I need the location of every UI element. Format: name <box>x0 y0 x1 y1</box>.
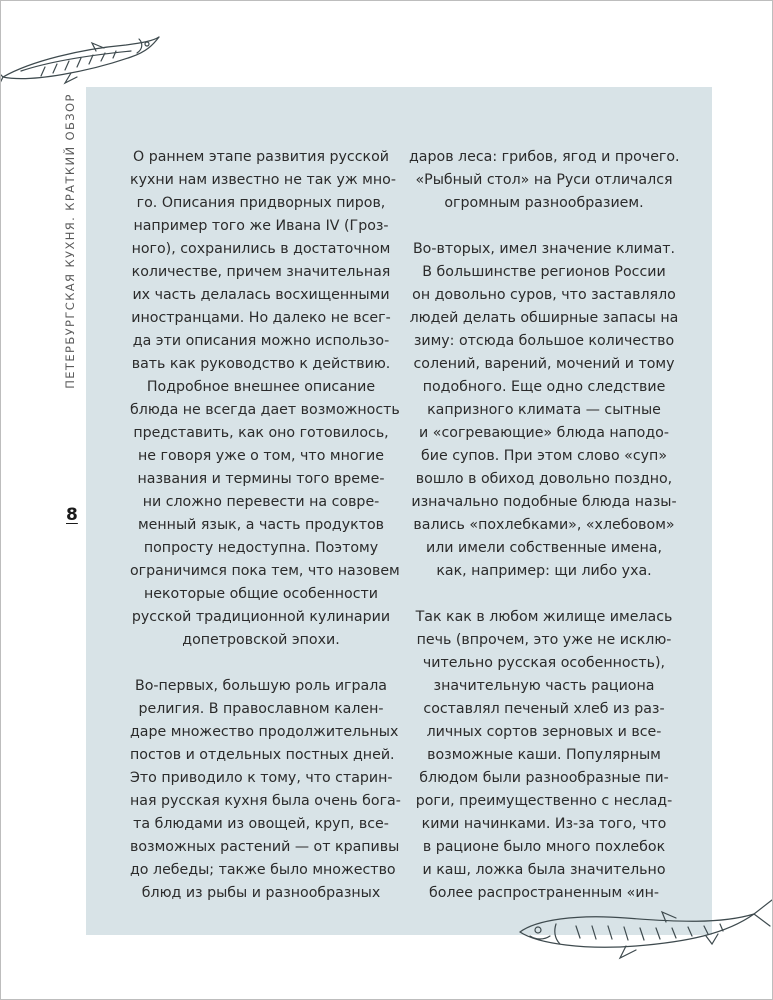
text-line: возможных растений — от крапивы <box>130 839 400 855</box>
text-line: например того же Ивана IV (Гроз- <box>133 218 389 234</box>
text-line: русской традиционной кулинарии <box>131 609 391 625</box>
text-line: вать как руководство к действию. <box>131 356 391 372</box>
text-line: Это приводило к тому, что старин- <box>130 770 393 786</box>
text-line: значительную часть рациона <box>433 678 655 694</box>
text-line: допетровской эпохи. <box>182 632 340 648</box>
text-line: менный язык, а часть продуктов <box>137 517 385 533</box>
right-column <box>409 146 679 905</box>
text-line: блюдом были разнообразные пи- <box>419 770 669 786</box>
text-line: та блюдами из овощей, круп, все- <box>133 816 389 832</box>
text-line: чительно русская особенность), <box>422 655 666 671</box>
text-line: до лебеды; также было множество <box>130 862 396 878</box>
text-line: он довольно суров, что заставляло <box>412 287 676 303</box>
text-line: Во-первых, большую роль играла <box>135 678 387 694</box>
text-line: ного), сохранились в достаточном <box>131 241 391 257</box>
text-line: постов и отдельных постных дней. <box>130 747 395 763</box>
text-line: и «согревающие» блюда наподо- <box>419 425 669 441</box>
text-line: ная русская кухня была очень бога- <box>130 793 401 809</box>
text-line: религия. В православном кален- <box>138 701 384 717</box>
text-line: блюда не всегда дает возможность <box>130 402 400 418</box>
text-line: В большинстве регионов России <box>422 264 666 280</box>
text-line: ограничимся пока тем, что назовем <box>130 563 400 579</box>
text-line: ни сложно перевести на совре- <box>142 494 380 510</box>
text-line: блюд из рыбы и разнообразных <box>141 885 381 901</box>
text-line: «Рыбный стол» на Руси отличался <box>415 172 673 188</box>
text-line: иностранцами. Но далеко не всег- <box>131 310 391 326</box>
fish-sketch-icon <box>1 31 171 91</box>
running-head <box>61 91 79 391</box>
page-number: 8 <box>66 505 78 525</box>
text-line: некоторые общие особенности <box>143 586 379 602</box>
text-line: и каш, ложка была значительно <box>422 862 666 878</box>
text-line: солений, варений, мочений и тому <box>413 356 675 372</box>
text-line: изначально подобные блюда назы- <box>411 494 677 510</box>
text-line: кухни нам известно не так уж мно- <box>130 172 396 188</box>
text-line: личных сортов зерновых и все- <box>426 724 662 740</box>
text-line: количестве, причем значительная <box>131 264 391 280</box>
text-line: или имели собственные имена, <box>426 540 662 556</box>
text-line: их часть делалась восхищенными <box>132 287 390 303</box>
running-head-text: ПЕТЕРБУРГСКАЯ КУХНЯ. КРАТКИЙ ОБЗОР <box>63 93 77 389</box>
text-line: Так как в любом жилище имелась <box>415 609 673 625</box>
text-line: людей делать обширные запасы на <box>409 310 679 326</box>
text-line: попросту недоступна. Поэтому <box>143 540 379 556</box>
text-line: роги, преимущественно с неслад- <box>415 793 673 809</box>
left-column-paragraph <box>130 146 400 652</box>
text-line: подобного. Еще одно следствие <box>422 379 666 395</box>
text-line: го. Описания придворных пиров, <box>136 195 386 211</box>
text-line: составлял печеный хлеб из раз- <box>423 701 665 717</box>
right-column-paragraph <box>409 146 679 215</box>
text-line: печь (впрочем, это уже не исклю- <box>416 632 672 648</box>
text-line: огромным разнообразием. <box>444 195 644 211</box>
text-line: кими начинками. Из-за того, что <box>421 816 667 832</box>
text-line: названия и термины того време- <box>137 471 385 487</box>
text-line: представить, как оно готовилось, <box>133 425 389 441</box>
text-line: О раннем этапе развития русской <box>133 149 389 165</box>
text-line: Подробное внешнее описание <box>146 379 376 395</box>
text-line: вошло в обиход довольно поздно, <box>415 471 673 487</box>
text-line: зиму: отсюда большое количество <box>413 333 675 349</box>
text-line: капризного климата — сытные <box>427 402 661 418</box>
text-line: даров леса: грибов, ягод и прочего. <box>409 149 680 165</box>
text-line: да эти описания можно использо- <box>132 333 390 349</box>
text-line: бие супов. При этом слово «суп» <box>420 448 668 464</box>
right-column-paragraph <box>409 606 679 905</box>
left-column-paragraph <box>130 675 401 905</box>
right-column-paragraph <box>409 238 679 583</box>
text-line: более распространенным «ин- <box>429 885 659 901</box>
text-line: не говоря уже о том, что многие <box>138 448 384 464</box>
text-line: даре множество продолжительных <box>130 724 399 740</box>
fish-sketch-icon <box>516 896 773 966</box>
text-line: как, например: щи либо уха. <box>436 563 652 579</box>
text-line: вались «похлебками», «хлебовом» <box>413 517 675 533</box>
text-line: в рационе было много похлебок <box>422 839 666 855</box>
text-line: возможные каши. Популярным <box>427 747 661 763</box>
left-column <box>130 146 401 905</box>
text-line: Во-вторых, имел значение климат. <box>412 241 676 257</box>
